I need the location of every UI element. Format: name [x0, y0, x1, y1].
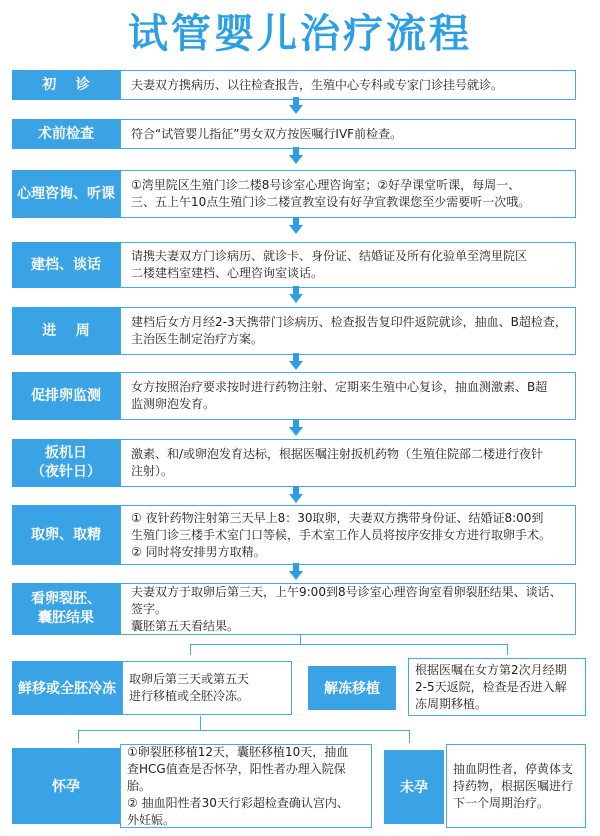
step-text-embryo-results: 夫妻双方于取卵后第三天，上午9:00到8号诊室心理咨询室看卵裂胚结果、谈话、签字。 囊胚第五天看结果。	[120, 583, 576, 635]
step-text-ovulation-monitoring: 女方按照治疗要求按时进行药物注射、定期来生殖中心复诊，抽血测激素、B超 监测卵泡发育。	[120, 372, 576, 420]
page-title: 试管婴儿治疗流程	[128, 11, 472, 57]
step-label-counseling: 心理咨询、听课	[12, 170, 120, 218]
arrow-down-icon	[289, 361, 303, 370]
pregnant-label: 怀孕	[12, 748, 120, 824]
step-label-trigger-day: 扳机日 （夜针日）	[12, 439, 120, 487]
step-label-first-visit: 初 诊	[12, 70, 120, 100]
branch-stem	[300, 635, 301, 645]
step-label-cycle-entry: 进 周	[12, 307, 120, 355]
transfer-text: 取卵后第三天或第五天 进行移植或全胚冷冻。	[122, 661, 292, 715]
outcome-branch-stem	[200, 716, 201, 730]
arrow-down-icon	[289, 294, 303, 303]
branch-line	[190, 644, 508, 655]
thaw-transfer-text: 根据医嘱在女方第2次月经期 2-5天返院，检查是否进入解 冻周期移植。	[408, 658, 586, 716]
step-text-cycle-entry: 建档后女方月经2-3天携带门诊病历、检查报告复印件返院就诊，抽血、B超检查， 主治医生制定治疗方案。	[120, 307, 576, 355]
step-text-counseling: ①湾里院区生殖门诊二楼8号诊室心理咨询室；②好孕课堂听课，每周一、 三、五上午10点生殖门诊二楼宣教室设有好孕宣教课您至少需要听一次哦。	[120, 170, 576, 218]
step-label-retrieval: 取卵、取精	[12, 505, 120, 565]
step-text-retrieval: ① 夜针药物注射第三天早上8：30取卵，夫妻双方携带身份证、结婚证8:00到 生殖门诊三楼手术室门口等候，手术室工作人员将按序安排女方进行取卵手术。 ② 同时将安排男方取精。	[120, 505, 576, 565]
arrow-down-icon	[289, 225, 303, 234]
thaw-transfer-label: 解冻移植	[308, 666, 396, 710]
step-text-registration: 请携夫妻双方门诊病历、就诊卡、身份证、结婚证及所有化验单至湾里院区 二楼建档室建档、心理咨询室谈话。	[120, 242, 576, 288]
arrow-down-icon	[289, 155, 303, 164]
arrow-down-icon	[289, 427, 303, 436]
pregnant-text: ①卵裂胚移植12天，囊胚移植10天，抽血 查HCG值查是否怀孕，阳性者办理入院保胎。 ② 抽血阳性者30天行彩超检查确认宫内、 外妊娠。	[120, 744, 372, 828]
arrow-down-icon	[289, 494, 303, 503]
arrow-down-icon	[289, 105, 303, 114]
step-text-pre-op-exam: 符合“试管婴儿指征”男女双方按医嘱行IVF前检查。	[120, 119, 576, 149]
step-text-trigger-day: 激素、和/或卵泡发育达标，根据医嘱注射扳机药物（生殖住院部二楼进行夜针 注射）。	[120, 439, 576, 487]
step-label-registration: 建档、谈话	[12, 242, 120, 288]
not-pregnant-label: 未孕	[384, 750, 444, 824]
step-label-embryo-results: 看卵裂胚、 囊胚结果	[12, 583, 120, 635]
not-pregnant-text: 抽血阴性者，停黄体支 持药物，根据医嘱进行 下一个周期治疗。	[446, 744, 586, 828]
outcome-branch-line	[78, 730, 410, 743]
arrow-down-icon	[289, 571, 303, 580]
step-label-pre-op-exam: 术前检查	[12, 119, 120, 149]
step-text-first-visit: 夫妻双方携病历、以往检查报告，生殖中心专科或专家门诊挂号就诊。	[120, 70, 576, 100]
transfer-label: 鲜移或全胚冷冻	[12, 661, 122, 715]
step-label-ovulation-monitoring: 促排卵监测	[12, 372, 120, 420]
